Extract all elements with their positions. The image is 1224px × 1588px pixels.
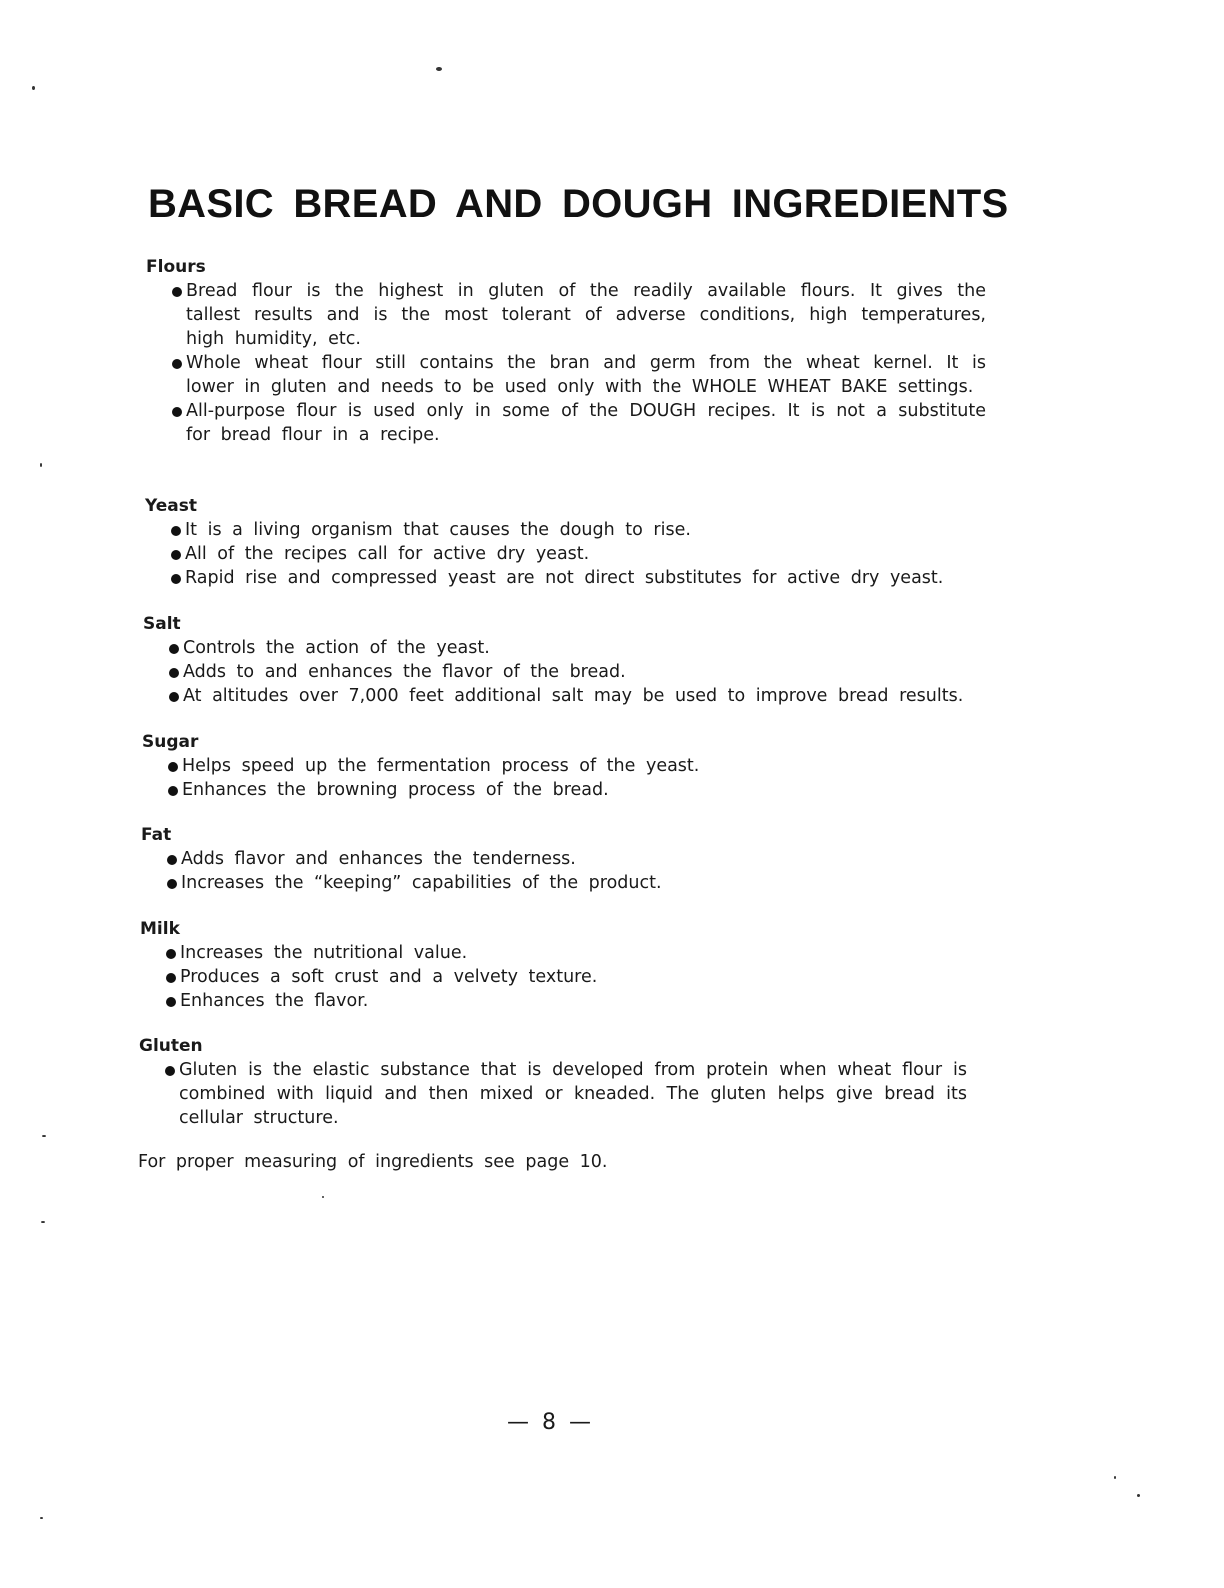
list-item-text: It is a living organism that causes the dough to rise. [185,520,691,540]
section-sugar [142,730,982,802]
bullet-list [141,847,981,895]
list-item-text: Increases the “keeping” capabilities of the product. [181,873,662,893]
bullet-icon [172,407,182,417]
page-number: — 8 — [507,1410,591,1435]
bullet-list [143,636,983,708]
list-item [142,754,982,778]
list-item-text: Adds flavor and enhances the tenderness. [181,849,576,869]
bullet-list [139,1058,967,1130]
scan-speck [40,463,42,467]
scan-speck [40,1517,43,1519]
bullet-icon [166,973,176,983]
bullet-icon [168,762,178,772]
list-item [140,989,980,1013]
list-item [141,871,981,895]
bullet-icon [167,855,177,865]
list-item [140,941,980,965]
bullet-icon [166,997,176,1007]
list-item [143,636,983,660]
bullet-icon [169,668,179,678]
scan-speck [1114,1476,1116,1479]
bullet-list [140,941,980,1013]
section-heading: Yeast [145,496,197,516]
bullet-icon [172,359,182,369]
scan-speck [1137,1494,1140,1497]
list-item-text: Enhances the flavor. [180,991,369,1011]
page-title: BASIC BREAD AND DOUGH INGREDIENTS [148,182,1009,226]
section-gluten [139,1034,967,1130]
bullet-icon [169,692,179,702]
bullet-icon [166,949,176,959]
list-item-text: Increases the nutritional value. [180,943,468,963]
scan-speck [436,67,442,71]
bullet-icon [171,550,181,560]
bullet-icon [165,1066,175,1076]
list-item [146,279,986,351]
scan-speck [41,1221,45,1223]
list-item [141,847,981,871]
list-item [145,566,985,590]
section-flours [146,255,986,447]
section-heading: Fat [141,825,172,845]
bullet-icon [172,287,182,297]
bullet-list [146,279,986,447]
section-heading: Sugar [142,732,199,752]
list-item [143,684,983,708]
list-item-text: All of the recipes call for active dry yeast. [185,544,590,564]
list-item-text: Controls the action of the yeast. [183,638,490,658]
section-fat [141,823,981,895]
list-item [146,351,986,399]
list-item [143,660,983,684]
list-item [146,399,986,447]
list-item [145,518,985,542]
list-item-text: Gluten is the elastic substance that is developed from protein when wheat flour is combined with liquid and then mixed or kneaded. The gluten helps give bread its cellular structure. [179,1060,967,1128]
section-heading: Salt [143,614,181,634]
list-item-text: Enhances the browning process of the bread. [182,780,609,800]
section-milk [140,917,980,1013]
list-item-text: At altitudes over 7,000 feet additional salt may be used to improve bread results. [183,686,964,706]
scan-speck [32,86,35,90]
section-heading: Milk [140,919,180,939]
list-item [140,965,980,989]
section-yeast [145,494,985,590]
list-item-text: Helps speed up the fermentation process of the yeast. [182,756,700,776]
bullet-list [145,518,985,590]
scan-speck [42,1135,46,1137]
list-item [142,778,982,802]
bullet-list [142,754,982,802]
list-item-text: Rapid rise and compressed yeast are not direct substitutes for active dry yeast. [185,568,944,588]
section-salt [143,612,983,708]
section-heading: Flours [146,257,206,277]
bullet-icon [171,526,181,536]
list-item [139,1058,967,1130]
list-item [145,542,985,566]
list-item-text: Produces a soft crust and a velvety texture. [180,967,598,987]
scan-speck [322,1196,324,1198]
bullet-icon [169,644,179,654]
footer-note: For proper measuring of ingredients see page 10. [138,1152,608,1172]
section-heading: Gluten [139,1036,203,1056]
bullet-icon [171,574,181,584]
list-item-text: Bread flour is the highest in gluten of the readily available flours. It gives the tallest results and is the most tolerant of adverse conditions, high temperatures, high humidity, etc. [186,281,986,349]
list-item-text: Adds to and enhances the flavor of the bread. [183,662,626,682]
list-item-text: Whole wheat flour still contains the bran and germ from the wheat kernel. It is lower in gluten and needs to be used only with the WHOLE WHEAT BAKE settings. [186,353,986,397]
bullet-icon [167,879,177,889]
list-item-text: All-purpose flour is used only in some of the DOUGH recipes. It is not a substitute for bread flour in a recipe. [186,401,986,445]
bullet-icon [168,786,178,796]
